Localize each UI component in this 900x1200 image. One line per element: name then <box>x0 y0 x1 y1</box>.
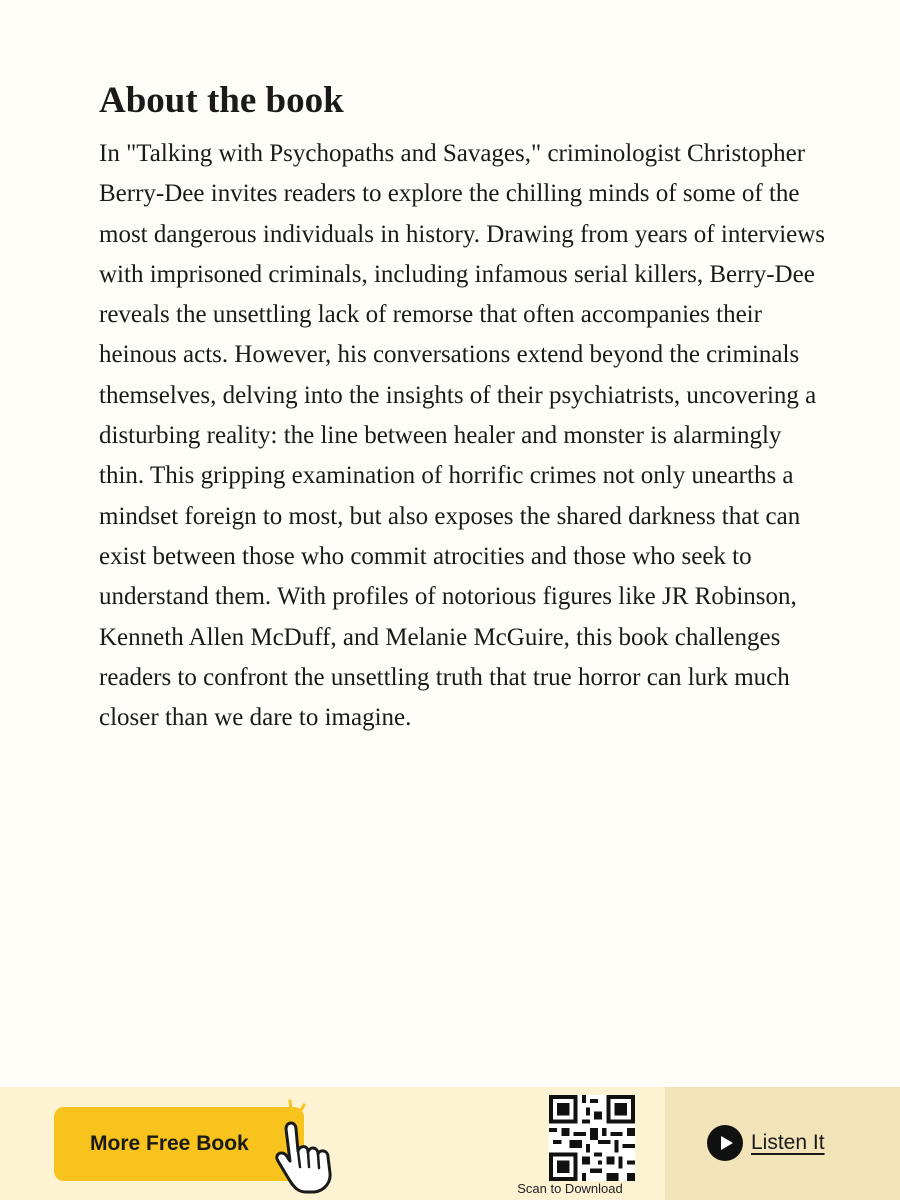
footer-bar <box>0 1087 900 1200</box>
play-icon <box>707 1125 743 1161</box>
book-description: In "Talking with Psychopaths and Savages," criminologist Christopher Berry-Dee invites readers to explore the chilling minds of some of the most dangerous individuals in history. Drawing from years of interviews with imprisoned criminals, including infamous serial killers, Berry-Dee reveals the unsettling lack of remorse that often accompanies their heinous acts. However, his conversations extend beyond the criminals themselves, delving into the insights of their psychiatrists, uncovering a disturbing reality: the line between healer and monster is alarmingly thin. This gripping examination of horrific crimes not only unearths a mindset foreign to most, but also exposes the shared darkness that can exist between those who commit atrocities and those who seek to understand them. With profiles of notorious figures like JR Robinson, Kenneth Allen McDuff, and Melanie McGuire, this book challenges readers to confront the unsettling truth that true horror can lurk much closer than we dare to imagine. <box>99 140 826 732</box>
page-title: About the book <box>99 80 344 121</box>
listen-it-label: Listen It <box>751 1131 825 1154</box>
content-area <box>99 78 829 738</box>
pointing-hand-icon <box>262 1095 354 1195</box>
qr-caption: Scan to Download <box>517 1181 623 1196</box>
more-free-book-label: More Free Book <box>90 1132 249 1155</box>
qr-code-icon <box>549 1095 635 1181</box>
listen-it-button[interactable] <box>707 1125 825 1161</box>
